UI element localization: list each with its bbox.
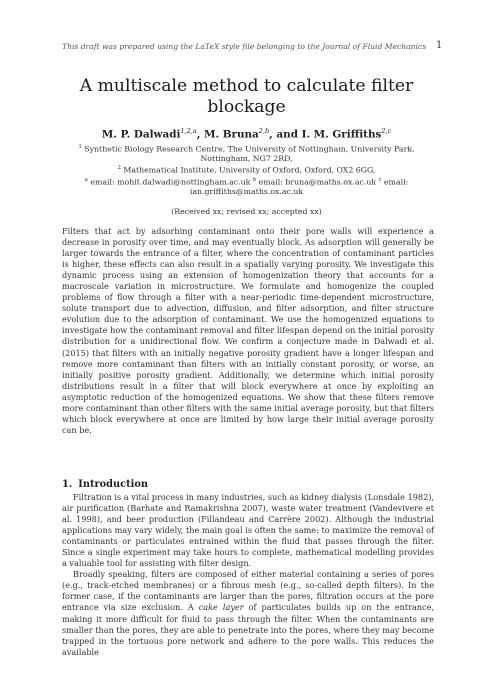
author-name: M. P. Dalwadi — [101, 128, 181, 141]
section-title: Introduction — [78, 479, 149, 490]
running-head: This draft was prepared using the LaTeX style file belonging to the Journal of Fluid Mechanics — [62, 42, 427, 51]
author-affiliation-mark: 2,b — [258, 127, 270, 135]
paragraph: Broadly speaking, filters are composed of either material containing a series of pores (e.g., track-etched membranes) or a fibrous mesh (e.g., so-called depth filters). In the former case, if the contaminants are larger than the pores, filtration occurs at the pore entrance via size exclusion. A cake layer of particulates builds up on the entrance, making it more difficult for fluid to pass through the filter. When the contaminants are smaller than the pores, they are able to penetrate into the pores, where they may become trapped in the tortuous pore network and adhere to the pore walls. This reduces the available — [62, 569, 434, 657]
received-dates: (Received xx; revised xx; accepted xx) — [171, 207, 322, 216]
title-line-1: A multiscale method to calculate filter — [79, 76, 414, 96]
affiliation-1: $^1$ Synthetic Biology Research Centre, The University of Nottingham, University Park, — [78, 144, 415, 154]
author-name: M. Bruna — [203, 128, 259, 141]
section-number: 1. — [62, 479, 73, 490]
abstract: Filters that act by adsorbing contaminant onto their pore walls will experience a decrease in porosity over time, and may eventually block. As adsorption will generally be larger towards the entrance of a filter, where the concentration of contaminant particles is higher, these effects can also result in a spatially varying porosity. We investigate this dynamic process using an extension of homogenization theory that accounts for a macroscale variation in microstructure. We formulate and homogenize the coupled problems of flow through a filter with a near-periodic time-dependent microstructure, solute transport due to advection, diffusion, and filter adsorption, and filter structure evolution due to the adsorption of contaminant. We use the homogenized equations to investigate how the contaminant removal and filter lifespan depend on the initial porosity distribution for a unidirectional flow. We confirm a conjecture made in Dalwadi et al. (2015) that filters with an initially negative porosity gradient have a longer lifespan and remove more contaminant than filters with an initially constant porosity, or worse, an initially positive porosity gradient. Additionally, we determine which initial porosity distributions result in a filter that will block everywhere at once by exploiting an asymptotic reduction of the homogenized equations. We show that these filters remove more contaminant than other filters with the same initial average porosity, but that filters which block everywhere at once are limited by how large their initial average porosity can be. — [62, 226, 434, 435]
emphasis: cake layer — [198, 602, 244, 613]
affiliation-2: $^2$ Mathematical Institute, University of Oxford, Oxford, OX2 6GG, — [117, 165, 376, 175]
email-link: email: mohit.dalwadi@nottingham.ac.uk — [87, 177, 253, 187]
author-separator: , and — [269, 128, 302, 141]
paragraph: Filtration is a vital process in many industries, such as kidney dialysis (Lonsdale 1982), air purification (Barhate and Ramakrishna 2007), waste water treatment (Vandevivere et al. 1998), and beer production (Fillandeau and Carrère 2002). Although the industrial applications may vary widely, the main goal is often the same: to maximize the removal of contaminants or particulates entrained within the fluid that passes through the filter. Since a single experiment may take hours to complete, mathematical modelling provides a valuable tool for assisting with filter design. — [62, 492, 434, 569]
author-affiliation-mark: 2,c — [381, 127, 392, 135]
author-emails: $^a$ email: mohit.dalwadi@nottingham.ac.uk $^b$ email: bruna@maths.ox.ac.uk $^c$ email: — [84, 176, 409, 187]
title-line-2: blockage — [207, 97, 286, 117]
author-list — [60, 127, 433, 140]
page-number: 1 — [436, 40, 443, 51]
author-separator: , — [196, 128, 204, 141]
paper-title — [60, 76, 433, 118]
section-heading — [62, 479, 154, 490]
body-text — [62, 492, 434, 658]
author-name: I. M. Griffiths — [301, 128, 382, 141]
email-link: ian.griffiths@maths.ox.ac.uk — [189, 186, 304, 196]
author-affiliation-mark: 1,2,a — [180, 127, 197, 135]
email-link: email: bruna@maths.ox.ac.uk — [256, 177, 379, 187]
affiliation-1-line-2: Nottingham, NG7 2RD, — [200, 154, 293, 164]
affiliations — [72, 143, 421, 197]
